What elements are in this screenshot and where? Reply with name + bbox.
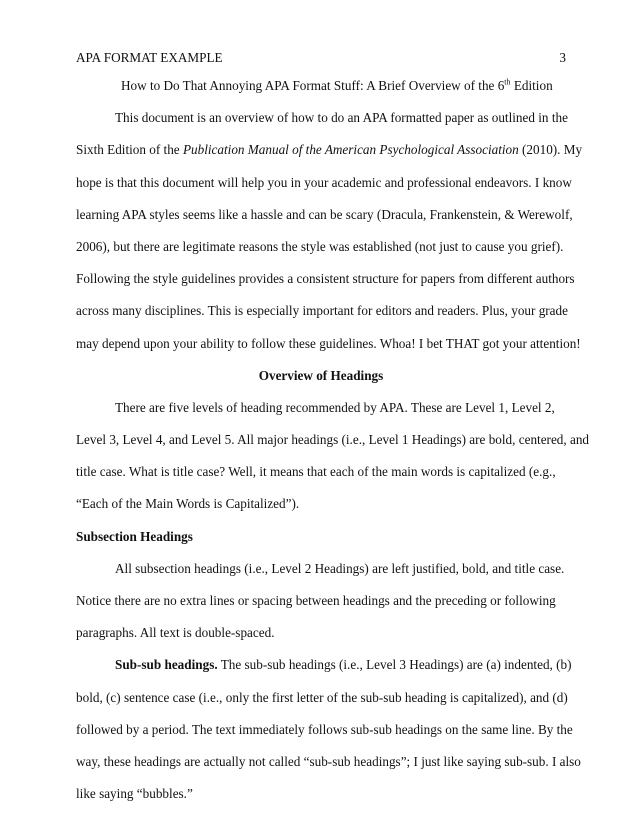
intro-line-7: across many disciplines. This is especially important for editors and readers. Plus, your grade [76, 303, 568, 319]
page-number: 3 [559, 50, 566, 65]
subsub-line-2: bold, (c) sentence case (i.e., only the first letter of the sub-sub heading is capitalized), and (d) [76, 689, 568, 705]
overview-line-1: There are five levels of heading recommended by APA. These are Level 1, Level 2, [115, 399, 555, 415]
subsub-line-1 [76, 649, 572, 681]
subsub-line-4: way, these headings are actually not called “sub-sub headings”; I just like saying sub-sub. I also [76, 753, 581, 769]
heading-level-1: Overview of Headings [258, 367, 384, 383]
paper-title [76, 70, 566, 102]
subsection-line-2: Notice there are no extra lines or spacing between headings and the preceding or following [76, 593, 556, 608]
subsection-line-3: paragraphs. All text is double-spaced. [76, 625, 275, 641]
publication-manual-title: Publication Manual of the American Psychological Association [182, 142, 519, 158]
subsection-line-1: All subsection headings (i.e., Level 2 Headings) are left justified, bold, and title case. [115, 560, 565, 576]
intro-line-4: learning APA styles seems like a hassle and can be scary (Dracula, Frankenstein, & Werewolf, [76, 206, 573, 222]
running-head-title: APA FORMAT EXAMPLE [76, 50, 223, 65]
paper-title-suffix: Edition [510, 78, 553, 93]
intro-line-8: may depend upon your ability to follow these guidelines. Whoa! I bet THAT got your attention! [76, 335, 581, 351]
overview-line-3: title case. What is title case? Well, it means that each of the main words is capitalized (e.g., [76, 464, 556, 480]
intro-line-5: 2006), but there are legitimate reasons the style was established (not just to cause you grief). [76, 238, 564, 254]
document-body [76, 70, 590, 810]
running-head [76, 49, 566, 67]
subsub-line-3: followed by a period. The text immediately follows sub-sub headings on the same line. By the [76, 721, 573, 737]
intro-line-2-a: Sixth Edition of the [76, 142, 183, 158]
subsub-line-1-text: The sub-sub headings (i.e., Level 3 Headings) are (a) indented, (b) [217, 657, 572, 673]
subsub-line-5: like saying “bubbles.” [76, 786, 193, 802]
intro-line-3: hope is that this document will help you in your academic and professional endeavors. I know [76, 174, 572, 190]
heading-level-3: Sub-sub headings. [115, 657, 218, 673]
intro-line-2-b: (2010). My [518, 142, 583, 158]
intro-line-6: Following the style guidelines provides a consistent structure for papers from different authors [76, 271, 575, 287]
intro-line-1: This document is an overview of how to do an APA formatted paper as outlined in the [115, 110, 568, 126]
paper-title-superscript: th [504, 77, 511, 87]
overview-line-4: “Each of the Main Words is Capitalized”). [76, 496, 300, 512]
paper-title-text: How to Do That Annoying APA Format Stuff: A Brief Overview of the 6 [121, 78, 505, 93]
heading-level-2: Subsection Headings [76, 528, 193, 544]
intro-line-2 [76, 134, 583, 166]
overview-line-2: Level 3, Level 4, and Level 5. All major headings (i.e., Level 1 Headings) are bold, centered, and [76, 432, 590, 448]
